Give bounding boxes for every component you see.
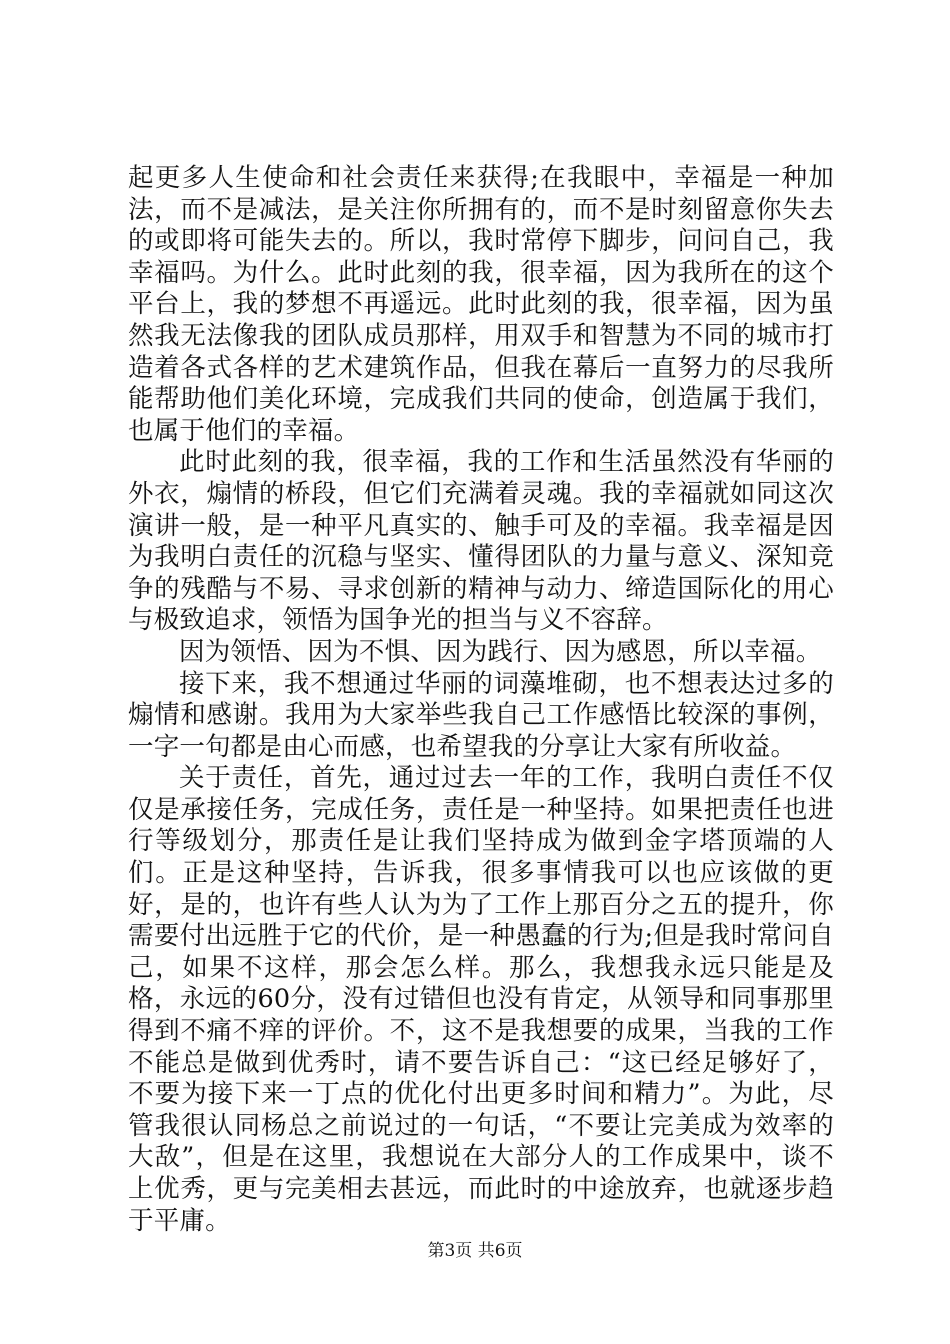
paragraph-1: 起更多人生使命和社会责任来获得;在我眼中，幸福是一种加法，而不是减法，是关注你所拥有的，而不是时刻留意你失去的或即将可能失去的。所以，我时常停下脚步，问问自己，我幸福吗。为什么。此时此刻的我，很幸福，因为我所在的这个平台上，我的梦想不再遥远。此时此刻的我，很幸福，因为虽然我无法像我的团队成员那样，用双手和智慧为不同的城市打造着各式各样的艺术建筑作品，但我在幕后一直努力的尽我所能帮助他们美化环境，完成我们共同的使命，创造属于我们，也属于他们的幸福。 (128, 163, 834, 446)
document-body (128, 163, 834, 1237)
paragraph-4: 接下来，我不想通过华丽的词藻堆砌，也不想表达过多的煽情和感谢。我用为大家举些我自己工作感悟比较深的事例，一字一句都是由心而感，也希望我的分享让大家有所收益。 (128, 668, 834, 762)
paragraph-2: 此时此刻的我，很幸福，我的工作和生活虽然没有华丽的外衣，煽情的桥段，但它们充满着灵魂。我的幸福就如同这次演讲一般，是一种平凡真实的、触手可及的幸福。我幸福是因为我明白责任的沉稳与坚实、懂得团队的力量与意义、深知竞争的残酷与不易、寻求创新的精神与动力、缔造国际化的用心与极致追求，领悟为国争光的担当与义不容辞。 (128, 447, 834, 636)
paragraph-3: 因为领悟、因为不惧、因为践行、因为感恩，所以幸福。 (179, 636, 822, 667)
paragraph-5: 关于责任，首先，通过过去一年的工作，我明白责任不仅仅是承接任务，完成任务，责任是一种坚持。如果把责任也进行等级划分，那责任是让我们坚持成为做到金字塔顶端的人们。正是这种坚持，告诉我，很多事情我可以也应该做的更好，是的，也许有些人认为为了工作上那百分之五的提升，你需要付出远胜于它的代价，是一种愚蠢的行为;但是我时常问自己，如果不这样，那会怎么样。那么，我想我永远只能是及格，永远的60分，没有过错但也没有肯定，从领导和同事那里得到不痛不痒的评价。不，这不是我想要的成果，当我的工作不能总是做到优秀时，请不要告诉自己：“这已经足够好了，不要为接下来一丁点的优化付出更多时间和精力”。为此，尽管我很认同杨总之前说过的一句话，“不要让完美成为效率的大敌”，但是在这里，我想说在大部分人的工作成果中，谈不上优秀，更与完美相去甚远，而此时的中途放弃，也就逐步趋于平庸。 (128, 763, 834, 1236)
page-number-footer: 第3页 共6页 (427, 1241, 523, 1261)
